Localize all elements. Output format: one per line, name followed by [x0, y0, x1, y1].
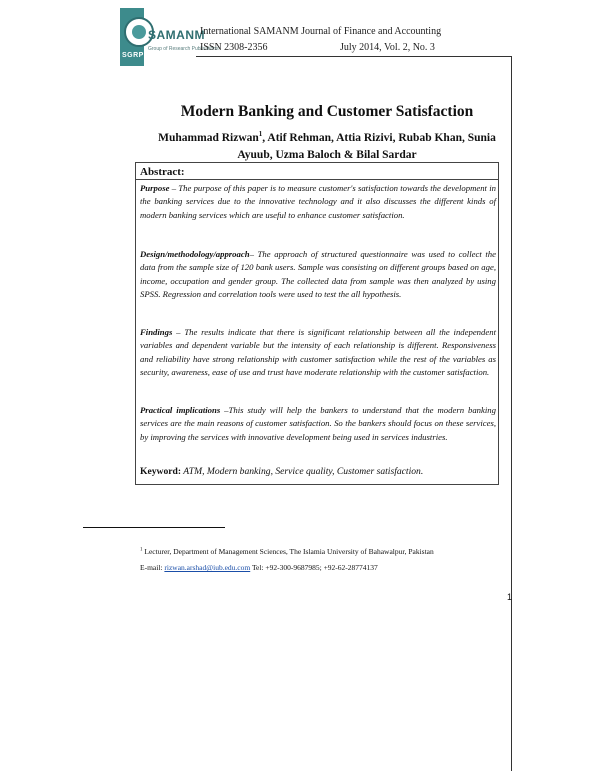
first-author: Muhammad Rizwan	[158, 131, 259, 144]
page-number: 1	[507, 592, 513, 602]
implications-label: Practical implications	[140, 405, 221, 415]
email-link[interactable]: rizwan.arshad@iub.edu.com	[164, 563, 251, 572]
design-text: – The approach of structured questionnaire was used to collect the data from the sample size of 120 bank users. Sample was consisting on different groups based on age, income, occupation and gender group. The collected data from sample was then analyzed by using SPSS. Regression and correlation tools were used to test the all hypothesis.	[140, 249, 496, 300]
keyword-label: Keyword:	[140, 466, 182, 477]
phone-text: Tel: +92-300-9687985; +92-62-28774137	[250, 563, 378, 572]
issn: ISSN 2308-2356	[200, 42, 268, 53]
implications-paragraph	[140, 404, 496, 444]
design-label: Design/methodology/approach	[140, 249, 250, 259]
implications-text: –This study will help the bankers to understand that the modern banking services are the main reasons of customer satisfaction. So the bankers should focus on these services, by improving the services with innovative development being used in services industries.	[140, 405, 496, 442]
affiliation-text: Lecturer, Department of Management Sciences, The Islamia University of Bahawalpur, Pakistan	[142, 547, 434, 556]
logo-name: SAMANM	[148, 28, 205, 42]
footnote-rule	[83, 527, 225, 528]
abstract-heading: Abstract:	[140, 166, 185, 178]
email-label: E-mail:	[140, 563, 165, 572]
journal-logo	[120, 8, 219, 66]
header-rule	[196, 56, 511, 57]
footnote-marker: 1	[140, 547, 143, 553]
author-list	[120, 126, 534, 164]
issue-info: July 2014, Vol. 2, No. 3	[340, 42, 435, 53]
footnote-contact	[140, 563, 378, 572]
logo-subtitle: Group of Research Publications	[148, 46, 219, 52]
findings-label: Findings	[140, 327, 173, 337]
journal-name: International SAMANM Journal of Finance and Accounting	[200, 26, 442, 37]
keyword-text: ATM, Modern banking, Service quality, Customer satisfaction.	[181, 466, 424, 477]
authors-line-1: , Atif Rehman, Attia Rizivi, Rubab Khan, Sunia	[262, 131, 496, 144]
abstract-divider	[135, 179, 499, 180]
findings-paragraph	[140, 326, 496, 380]
author-footnote-marker: 1	[258, 130, 263, 138]
logo-mark: SGRP	[122, 52, 144, 59]
paper-title: Modern Banking and Customer Satisfaction	[180, 103, 474, 120]
design-paragraph	[140, 248, 496, 302]
keywords	[140, 466, 423, 477]
purpose-paragraph	[140, 182, 496, 222]
purpose-label: Purpose	[140, 183, 170, 193]
findings-text: – The results indicate that there is significant relationship between all the independent variables and dependent variable but the intensity of each relationship is different. Responsiveness and reliability have strong relationship with customer satisfaction while the rest of the variables as security, awareness, ease of use and trust have moderate relationship with the customer satisfaction.	[140, 327, 496, 378]
authors-line-2: Ayuub, Uzma Baloch & Bilal Sardar	[237, 148, 417, 161]
purpose-text: – The purpose of this paper is to measure customer's satisfaction towards the development in the banking services due to the innovative technology and it also discusses the different kinds of modern banking services which are useful to enhance customer satisfaction.	[140, 183, 496, 220]
footnote-affiliation	[140, 547, 434, 556]
